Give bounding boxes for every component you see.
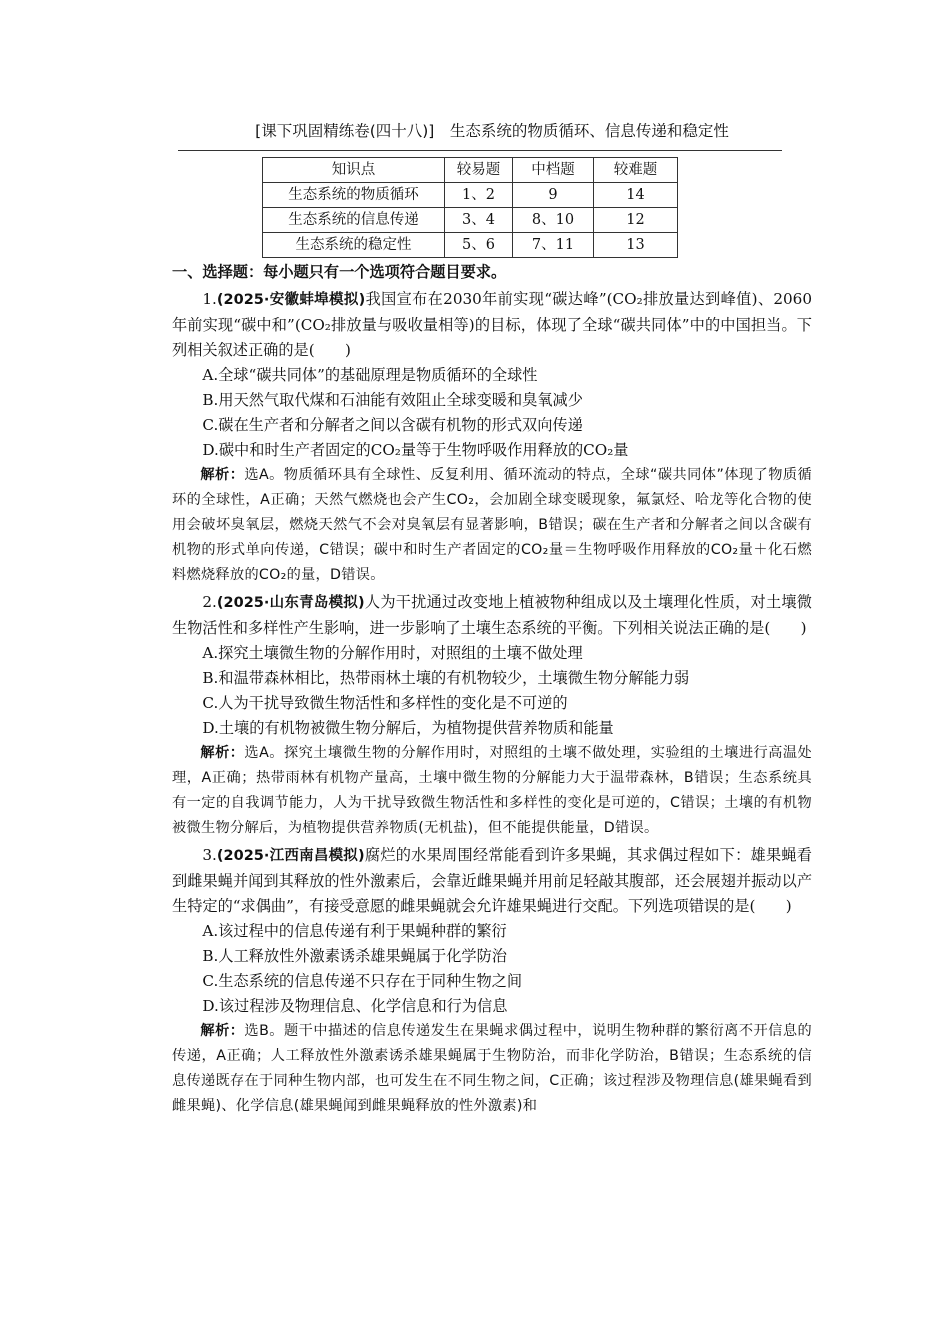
table-cell: 9 (513, 183, 594, 208)
table-cell: 14 (594, 183, 678, 208)
question-stem (172, 590, 812, 641)
table-cell: 7、11 (513, 233, 594, 258)
analysis (172, 741, 812, 841)
analysis-text: 选B。题干中描述的信息传递发生在果蝇求偶过程中，说明生物种群的繁衍离不开信息的传递，A正确；人工释放性外激素诱杀雄果蝇属于生物防治，而非化学防治，B错误；生态系统的信息传递既存在于同种生物内部，也可发生在不同生物之间，C正确；该过程涉及物理信息(雄果蝇看到雌果蝇)、化学信息(雄果蝇闻到雌果蝇释放的性外激素)和 (172, 1023, 813, 1114)
question-stem (172, 843, 812, 919)
option-a: A.全球“碳共同体”的基础原理是物质循环的全球性 (202, 366, 538, 384)
document-page (172, 118, 812, 1119)
question-source: (2025·山东青岛模拟) (216, 595, 365, 611)
table-cell: 13 (594, 233, 678, 258)
option-d: D.碳中和时生产者固定的CO₂量等于生物呼吸作用释放的CO₂量 (202, 441, 629, 459)
question-number: 2. (202, 593, 217, 611)
analysis-label: 解析： (200, 467, 245, 483)
option-c: C.生态系统的信息传递不只存在于同种生物之间 (202, 972, 523, 990)
question-source: (2025·安徽蚌埠模拟) (216, 292, 366, 308)
table-cell: 3、4 (445, 208, 513, 233)
option-b: B.用天然气取代煤和石油能有效阻止全球变暖和臭氧减少 (202, 391, 583, 409)
option-a: A.探究土壤微生物的分解作用时，对照组的土壤不做处理 (202, 644, 583, 662)
option-c: C.人为干扰导致微生物活性和多样性的变化是不可逆的 (202, 694, 568, 712)
knowledge-table (262, 157, 678, 258)
option-a: A.该过程中的信息传递有利于果蝇种群的繁衍 (202, 922, 507, 940)
table-header-row (263, 158, 678, 183)
question-text: 人为干扰通过改变地上植被物种组成以及土壤理化性质，对土壤微生物活性和多样性产生影响，进一步影响了土壤生态系统的平衡。下列相关说法正确的是( ) (172, 593, 812, 637)
option-d: D.该过程涉及物理信息、化学信息和行为信息 (202, 997, 508, 1015)
table-row (263, 233, 678, 258)
table-row (263, 208, 678, 233)
table-cell: 5、6 (445, 233, 513, 258)
question-1 (172, 287, 812, 588)
table-header: 较难题 (594, 158, 678, 183)
option-b: B.人工释放性外激素诱杀雄果蝇属于化学防治 (202, 947, 507, 965)
table-cell: 12 (594, 208, 678, 233)
question-3 (172, 843, 812, 1119)
table-cell: 8、10 (513, 208, 594, 233)
table-row (263, 183, 678, 208)
option-c: C.碳在生产者和分解者之间以含碳有机物的形式双向传递 (202, 416, 583, 434)
page-title: [课下巩固精练卷(四十八)] 生态系统的物质循环、信息传递和稳定性 (255, 122, 729, 140)
title-divider (178, 150, 782, 151)
table-header: 中档题 (513, 158, 594, 183)
option-d: D.土壤的有机物被微生物分解后，为植物提供营养物质和能量 (202, 719, 614, 737)
question-number: 1. (202, 290, 217, 308)
table-cell: 生态系统的物质循环 (263, 183, 445, 208)
table-cell: 生态系统的稳定性 (263, 233, 445, 258)
table-cell: 生态系统的信息传递 (263, 208, 445, 233)
question-source: (2025·江西南昌模拟) (216, 848, 365, 864)
table-cell: 1、2 (445, 183, 513, 208)
question-stem (172, 287, 812, 363)
option-b: B.和温带森林相比，热带雨林土壤的有机物较少，土壤微生物分解能力弱 (202, 669, 690, 687)
table-header: 较易题 (445, 158, 513, 183)
question-number: 3. (202, 846, 217, 864)
analysis-text: 选A。探究土壤微生物的分解作用时，对照组的土壤不做处理，实验组的土壤进行高温处理，A正确；热带雨林有机物产量高，土壤中微生物的分解能力大于温带森林，B错误；生态系统具有一定的自我调节能力，人为干扰导致微生物活性和多样性的变化是可逆的，C错误；土壤的有机物被微生物分解后，为植物提供营养物质(无机盐)，但不能提供能量，D错误。 (172, 745, 812, 836)
analysis-label: 解析： (200, 745, 245, 761)
question-2 (172, 590, 812, 841)
analysis-text: 选A。物质循环具有全球性、反复利用、循环流动的特点，全球“碳共同体”体现了物质循环的全球性，A正确；天然气燃烧也会产生CO₂，会加剧全球变暖现象，氟氯烃、哈龙等化合物的使用会破坏臭氧层，燃烧天然气不会对臭氧层有显著影响，B错误；碳在生产者和分解者之间以含碳有机物的形式单向传递，C错误；碳中和时生产者固定的CO₂量＝生物呼吸作用释放的CO₂量＋化石燃料燃烧释放的CO₂的量，D错误。 (172, 467, 812, 583)
question-text: 腐烂的水果周围经常能看到许多果蝇，其求偶过程如下：雄果蝇看到雌果蝇并闻到其释放的性外激素后，会靠近雌果蝇并用前足轻敲其腹部，还会展翅并振动以产生特定的“求偶曲”，有接受意愿的雌果蝇就会允许雄果蝇进行交配。下列选项错误的是( ) (172, 846, 812, 915)
question-text: 我国宣布在2030年前实现“碳达峰”(CO₂排放量达到峰值)、2060年前实现“碳中和”(CO₂排放量与吸收量相等)的目标，体现了全球“碳共同体”中的中国担当。下列相关叙述正确的是( ) (172, 290, 813, 359)
table-header: 知识点 (263, 158, 445, 183)
section-heading: 一、选择题：每小题只有一个选项符合题目要求。 (172, 263, 507, 281)
analysis-label: 解析： (200, 1023, 245, 1039)
analysis (172, 463, 812, 588)
analysis (172, 1019, 812, 1119)
